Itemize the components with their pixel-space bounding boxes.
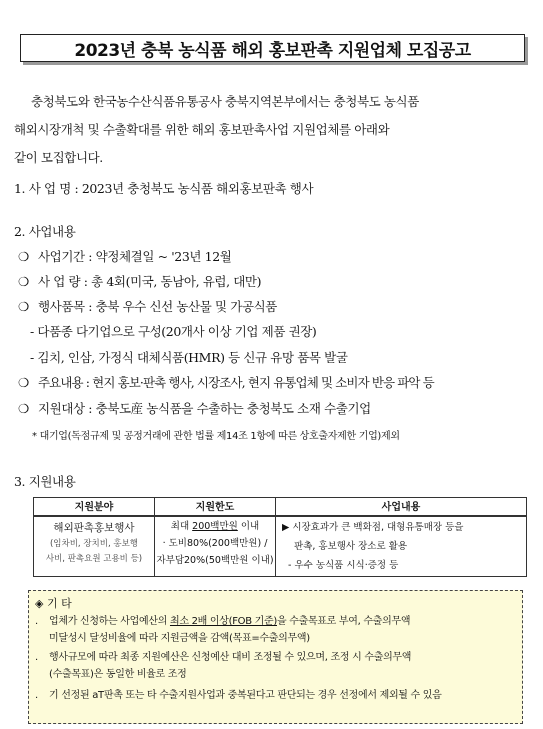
support-content-line: 판촉, 홍보행사 장소로 활용 — [294, 541, 408, 552]
etc-box — [28, 590, 523, 724]
business-content-text: 주요내용 : 현지 홍보·판촉 행사, 시장조사, 현지 유통업체 및 소비자 반응 파악 등 — [38, 375, 434, 390]
business-items-text: 행사품목 : 충북 우수 신선 농산물 및 가공식품 — [38, 299, 277, 314]
intro-paragraph — [14, 88, 528, 172]
target-note: * 대기업(독점규제 및 공정거래에 관한 법률 제14조 1항에 따른 상호출자제한 기업)제외 — [32, 431, 400, 442]
support-limit-self: 자부담20%(50백만원 이내) — [156, 555, 274, 566]
support-limit-max: 최대 200백만원 이내 — [170, 521, 260, 532]
support-field-detail: 사비, 판촉요원 고용비 등) — [45, 554, 143, 564]
table-header-row — [34, 498, 527, 517]
etc-item: . 업체가 신청하는 사업예산의 최소 2배 이상(FOB 기준)을 수출목표로 부여, 수출의무액 미달성시 달성비율에 따라 지원금액을 감액(목표=수출의무액) — [35, 616, 411, 644]
table-header-content: 사업내용 — [276, 498, 527, 517]
section-project-name: 1. 사 업 명 : 2023년 충청북도 농식품 해외홍보판촉 행사 — [14, 181, 314, 196]
support-limit-province: · 도비80%(200백만원) / — [162, 538, 268, 549]
intro-line: 같이 모집합니다. — [14, 150, 103, 165]
intro-line: 충청북도와 한국농수산식품유통공사 충북지역본부에서는 충청북도 농식품 — [31, 94, 419, 109]
table-header-limit: 지원한도 — [155, 498, 276, 517]
support-field-detail: (임차비, 장치비, 홍보행 — [49, 539, 139, 549]
business-period — [18, 247, 231, 265]
support-limit-cell — [155, 516, 276, 576]
page-title — [20, 34, 525, 62]
business-amount — [18, 272, 261, 290]
etc-item: . 기 선정된 aT판촉 또는 타 수출지원사업과 중복된다고 판단되는 경우 선정에서 제외될 수 있음 — [35, 690, 442, 701]
support-table — [33, 497, 527, 577]
bullet-icon: ❍ — [18, 375, 29, 390]
section-business-heading: 2. 사업내용 — [14, 224, 76, 239]
support-content-line: - 우수 농식품 시식·증정 등 — [288, 560, 399, 571]
support-content-line: ▶ 시장효과가 큰 백화점, 대형유통매장 등을 — [282, 522, 464, 533]
business-content — [18, 373, 434, 391]
etc-heading: ◈ 기 타 — [35, 597, 72, 610]
bullet-icon: ❍ — [18, 401, 29, 416]
business-target-text: 지원대상 : 충북도産 농식품을 수출하는 충청북도 소재 수출기업 — [38, 401, 371, 416]
intro-line: 해외시장개척 및 수출확대를 위한 해외 홍보판촉사업 지원업체를 아래와 — [14, 122, 390, 137]
business-target — [18, 399, 371, 417]
table-row — [34, 516, 527, 576]
business-period-text: 사업기간 : 약정체결일 ~ '23년 12월 — [38, 249, 232, 264]
bullet-icon: ❍ — [18, 274, 29, 289]
support-field: 해외판촉홍보행사 — [53, 522, 135, 534]
business-amount-text: 사 업 량 : 총 4회(미국, 동남아, 유럽, 대만) — [38, 274, 262, 289]
items-sub-2: - 김치, 인삼, 가정식 대체식품(HMR) 등 신규 유망 품목 발굴 — [30, 350, 348, 365]
support-field-cell — [34, 516, 155, 576]
business-items — [18, 297, 277, 315]
section-support-heading: 3. 지원내용 — [14, 474, 76, 489]
items-sub-1: - 다품종 다기업으로 구성(20개사 이상 기업 제품 권장) — [30, 324, 317, 339]
etc-item: . 행사규모에 따라 최종 지원예산은 신청예산 대비 조정될 수 있으며, 조정 시 수출의무액 (수출목표)은 동일한 비율로 조정 — [35, 652, 412, 680]
bullet-icon: ❍ — [18, 299, 29, 314]
bullet-icon: ❍ — [18, 249, 29, 264]
table-header-field: 지원분야 — [34, 498, 155, 517]
page-title-text: 2023년 충북 농식품 해외 홍보판촉 지원업체 모집공고 — [74, 40, 471, 61]
support-content-cell — [276, 516, 527, 576]
